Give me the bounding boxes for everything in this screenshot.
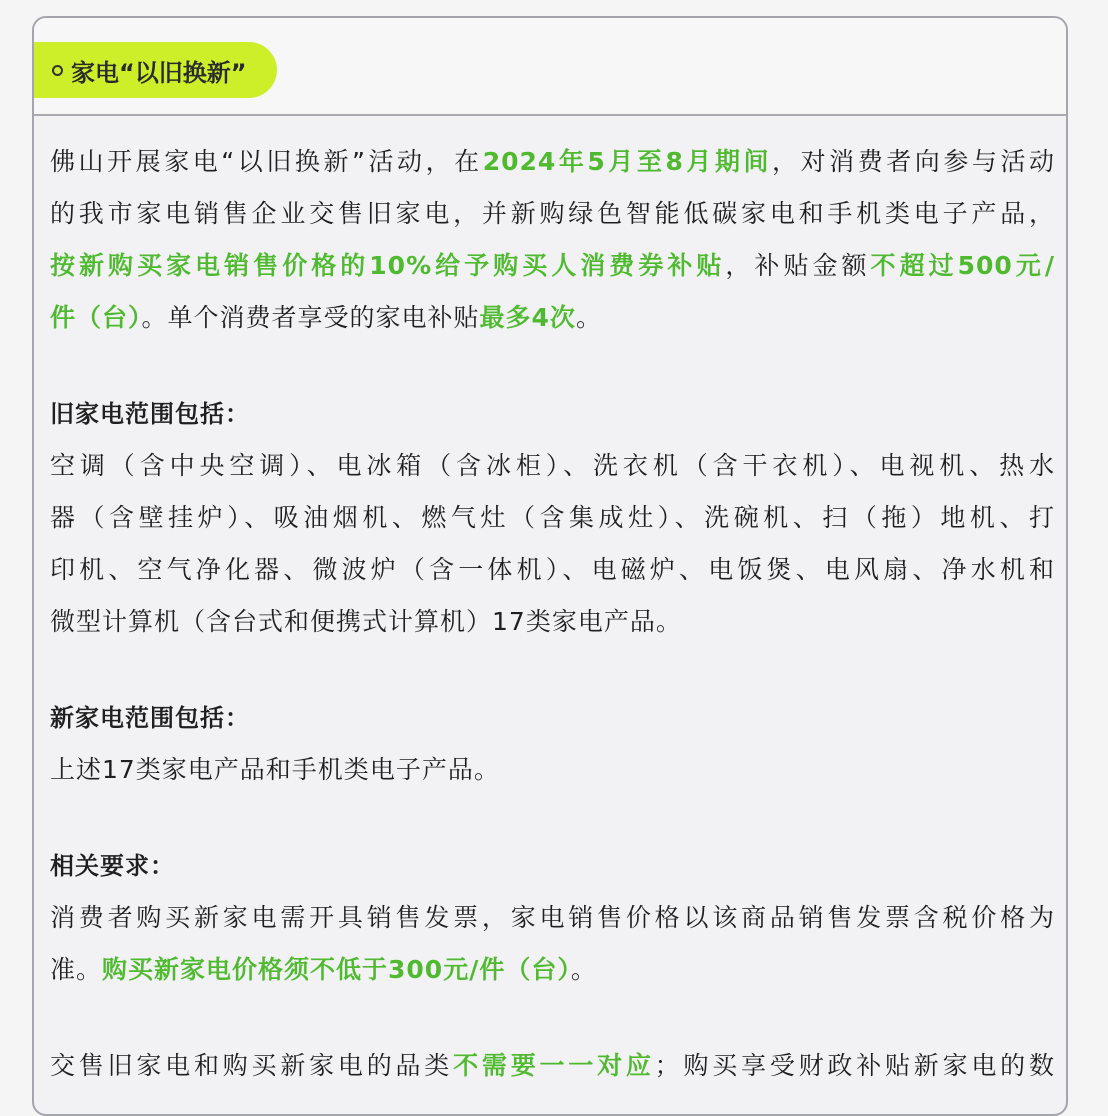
new-scope-line: 上述17类家电产品和手机类电子产品。 (50, 755, 500, 784)
old-scope-line: 微型计算机（含台式和便携式计算机）17类家电产品。 (50, 607, 682, 636)
highlight-subsidy-rate: 按新购买家电销售价格的10%给予购买人消费券补贴 (50, 251, 726, 280)
text-span: 交售旧家电和购买新家电的品类 (50, 1051, 454, 1080)
highlight-min-price: 购买新家电价格须不低于300元/件（台） (102, 955, 571, 984)
circle-bullet-icon (52, 65, 63, 76)
highlight-unit: 件（台） (50, 303, 142, 332)
paragraph-line (50, 1046, 1055, 1082)
text-span: ，对消费者向参与活动 (772, 147, 1055, 176)
section-tag-title: 家电“以旧换新” (71, 58, 247, 87)
highlight-max-times: 最多4次 (479, 303, 576, 332)
requirements-line (50, 950, 597, 986)
requirements-heading: 相关要求： (50, 852, 175, 880)
highlight-subsidy-cap: 不超过500元/ (870, 251, 1055, 280)
text-span: 。 (570, 955, 597, 984)
new-scope-heading: 新家电范围包括： (50, 704, 250, 732)
highlight-period: 2024年5月至8月期间 (482, 147, 773, 176)
paragraph-line (50, 142, 1055, 178)
paragraph-line: 的我市家电销售企业交售旧家电，并新购绿色智能低碳家电和手机类电子产品， (50, 199, 1055, 228)
highlight-no-match: 不需要一一对应 (453, 1051, 655, 1080)
old-scope-line: 印机、空气净化器、微波炉（含一体机）、电磁炉、电饭煲、电风扇、净水机和 (50, 555, 1055, 584)
old-scope-line: 器（含壁挂炉）、吸油烟机、燃气灶（含集成灶）、洗碗机、扫（拖）地机、打 (50, 503, 1055, 532)
card-header (34, 18, 1066, 116)
paragraph-line (50, 246, 1055, 282)
text-span: ，补贴金额 (725, 251, 871, 280)
text-span: ；购买享受财政补贴新家电的数 (654, 1051, 1055, 1080)
text-span: 准。 (50, 955, 103, 984)
section-tag (34, 42, 277, 98)
article-card (32, 16, 1068, 1116)
text-span: 。 (575, 303, 602, 332)
requirements-line: 消费者购买新家电需开具销售发票，家电销售价格以该商品销售发票含税价格为 (50, 903, 1055, 932)
old-scope-line: 空调（含中央空调）、电冰箱（含冰柜）、洗衣机（含干衣机）、电视机、热水 (50, 451, 1055, 480)
paragraph-line (50, 298, 602, 334)
text-span: 佛山开展家电“以旧换新”活动，在 (50, 147, 483, 176)
text-span: 。单个消费者享受的家电补贴 (141, 303, 480, 332)
old-scope-heading: 旧家电范围包括： (50, 400, 250, 428)
